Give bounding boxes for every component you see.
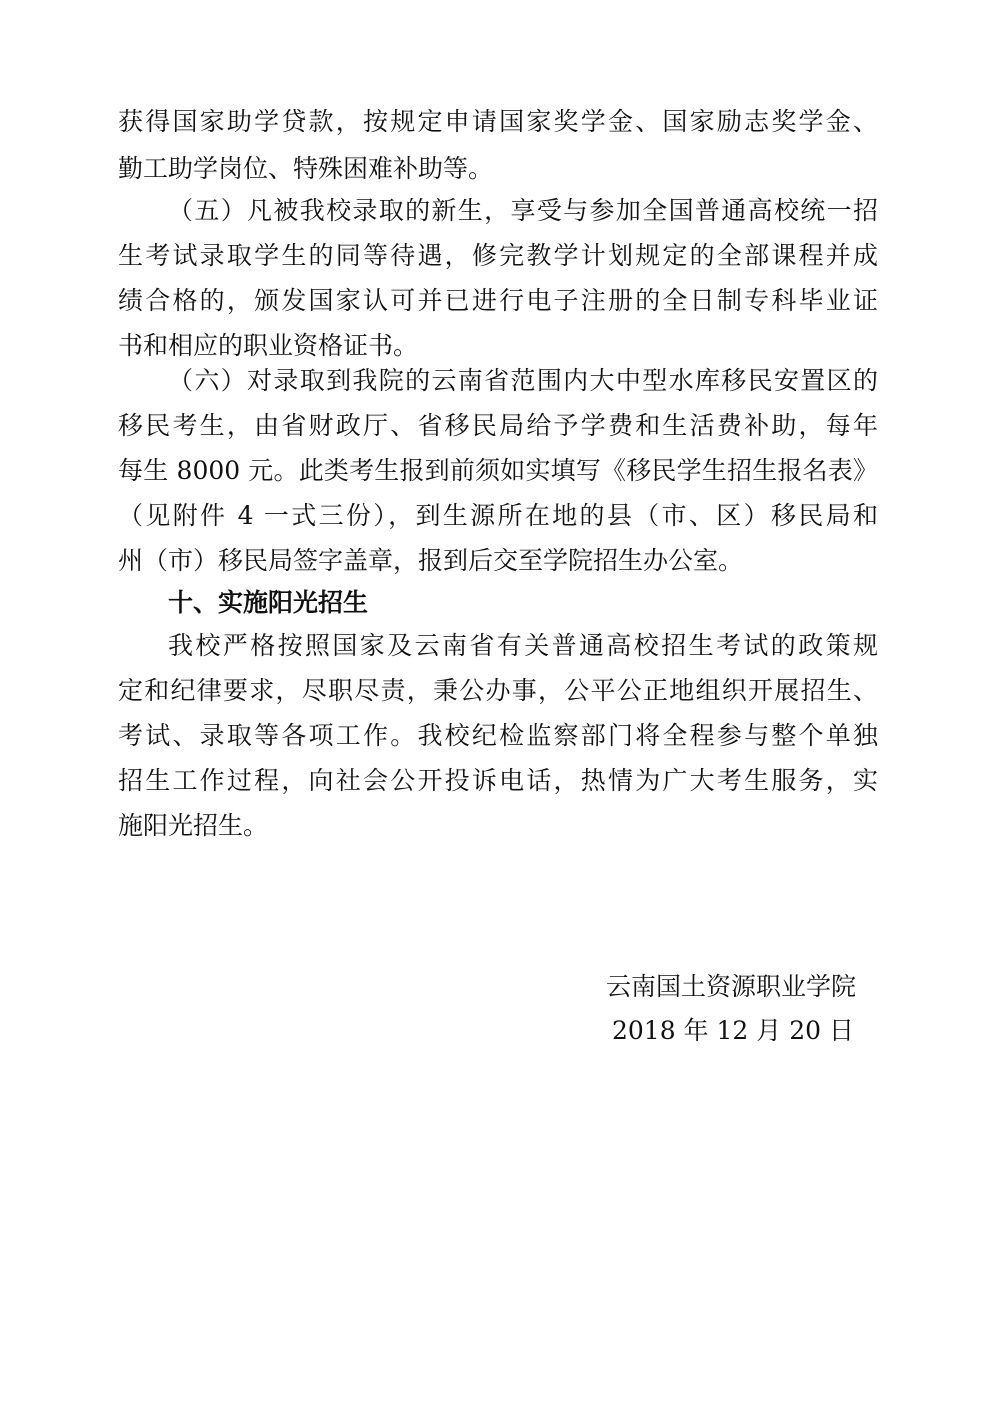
paragraph-line: 我校严格按照国家及云南省有关普通高校招生考试的政策规 xyxy=(168,631,878,660)
paragraph-line: 勤工助学岗位、特殊困难补助等。 xyxy=(118,154,494,183)
paragraph-line: （五）凡被我校录取的新生，享受与参加全国普通高校统一招 xyxy=(168,196,878,225)
paragraph-line: 书和相应的职业资格证书。 xyxy=(118,331,419,360)
section-heading: 十、实施阳光招生 xyxy=(168,588,369,617)
paragraph-line: 招生工作过程，向社会公开投诉电话，热情为广大考生服务，实 xyxy=(118,766,878,795)
paragraph-line: 获得国家助学贷款，按规定申请国家奖学金、国家励志奖学金、 xyxy=(118,107,878,136)
paragraph-line: 定和纪律要求，尽职尽责，秉公办事，公平公正地组织开展招生、 xyxy=(118,676,878,705)
paragraph-line: 生考试录取学生的同等待遇，修完教学计划规定的全部课程并成 xyxy=(118,241,878,270)
paragraph-line: 移民考生，由省财政厅、省移民局给予学费和生活费补助，每年 xyxy=(118,411,878,440)
paragraph-line: （见附件 4 一式三份），到生源所在地的县（市、区）移民局和 xyxy=(118,501,878,530)
paragraph-line: 州（市）移民局签字盖章，报到后交至学院招生办公室。 xyxy=(118,546,744,575)
paragraph-line: 考试、录取等各项工作。我校纪检监察部门将全程参与整个单独 xyxy=(118,721,878,750)
paragraph-line: 施阳光招生。 xyxy=(118,811,269,840)
paragraph-line: 每生 8000 元。此类考生报到前须如实填写《移民学生招生报名表》 xyxy=(118,456,878,485)
signature-institution: 云南国土资源职业学院 xyxy=(606,972,857,1001)
signature-date: 2018 年 12 月 20 日 xyxy=(612,1016,854,1045)
paragraph-line: （六）对录取到我院的云南省范围内大中型水库移民安置区的 xyxy=(168,366,878,395)
paragraph-line: 绩合格的，颁发国家认可并已进行电子注册的全日制专科毕业证 xyxy=(118,286,878,315)
